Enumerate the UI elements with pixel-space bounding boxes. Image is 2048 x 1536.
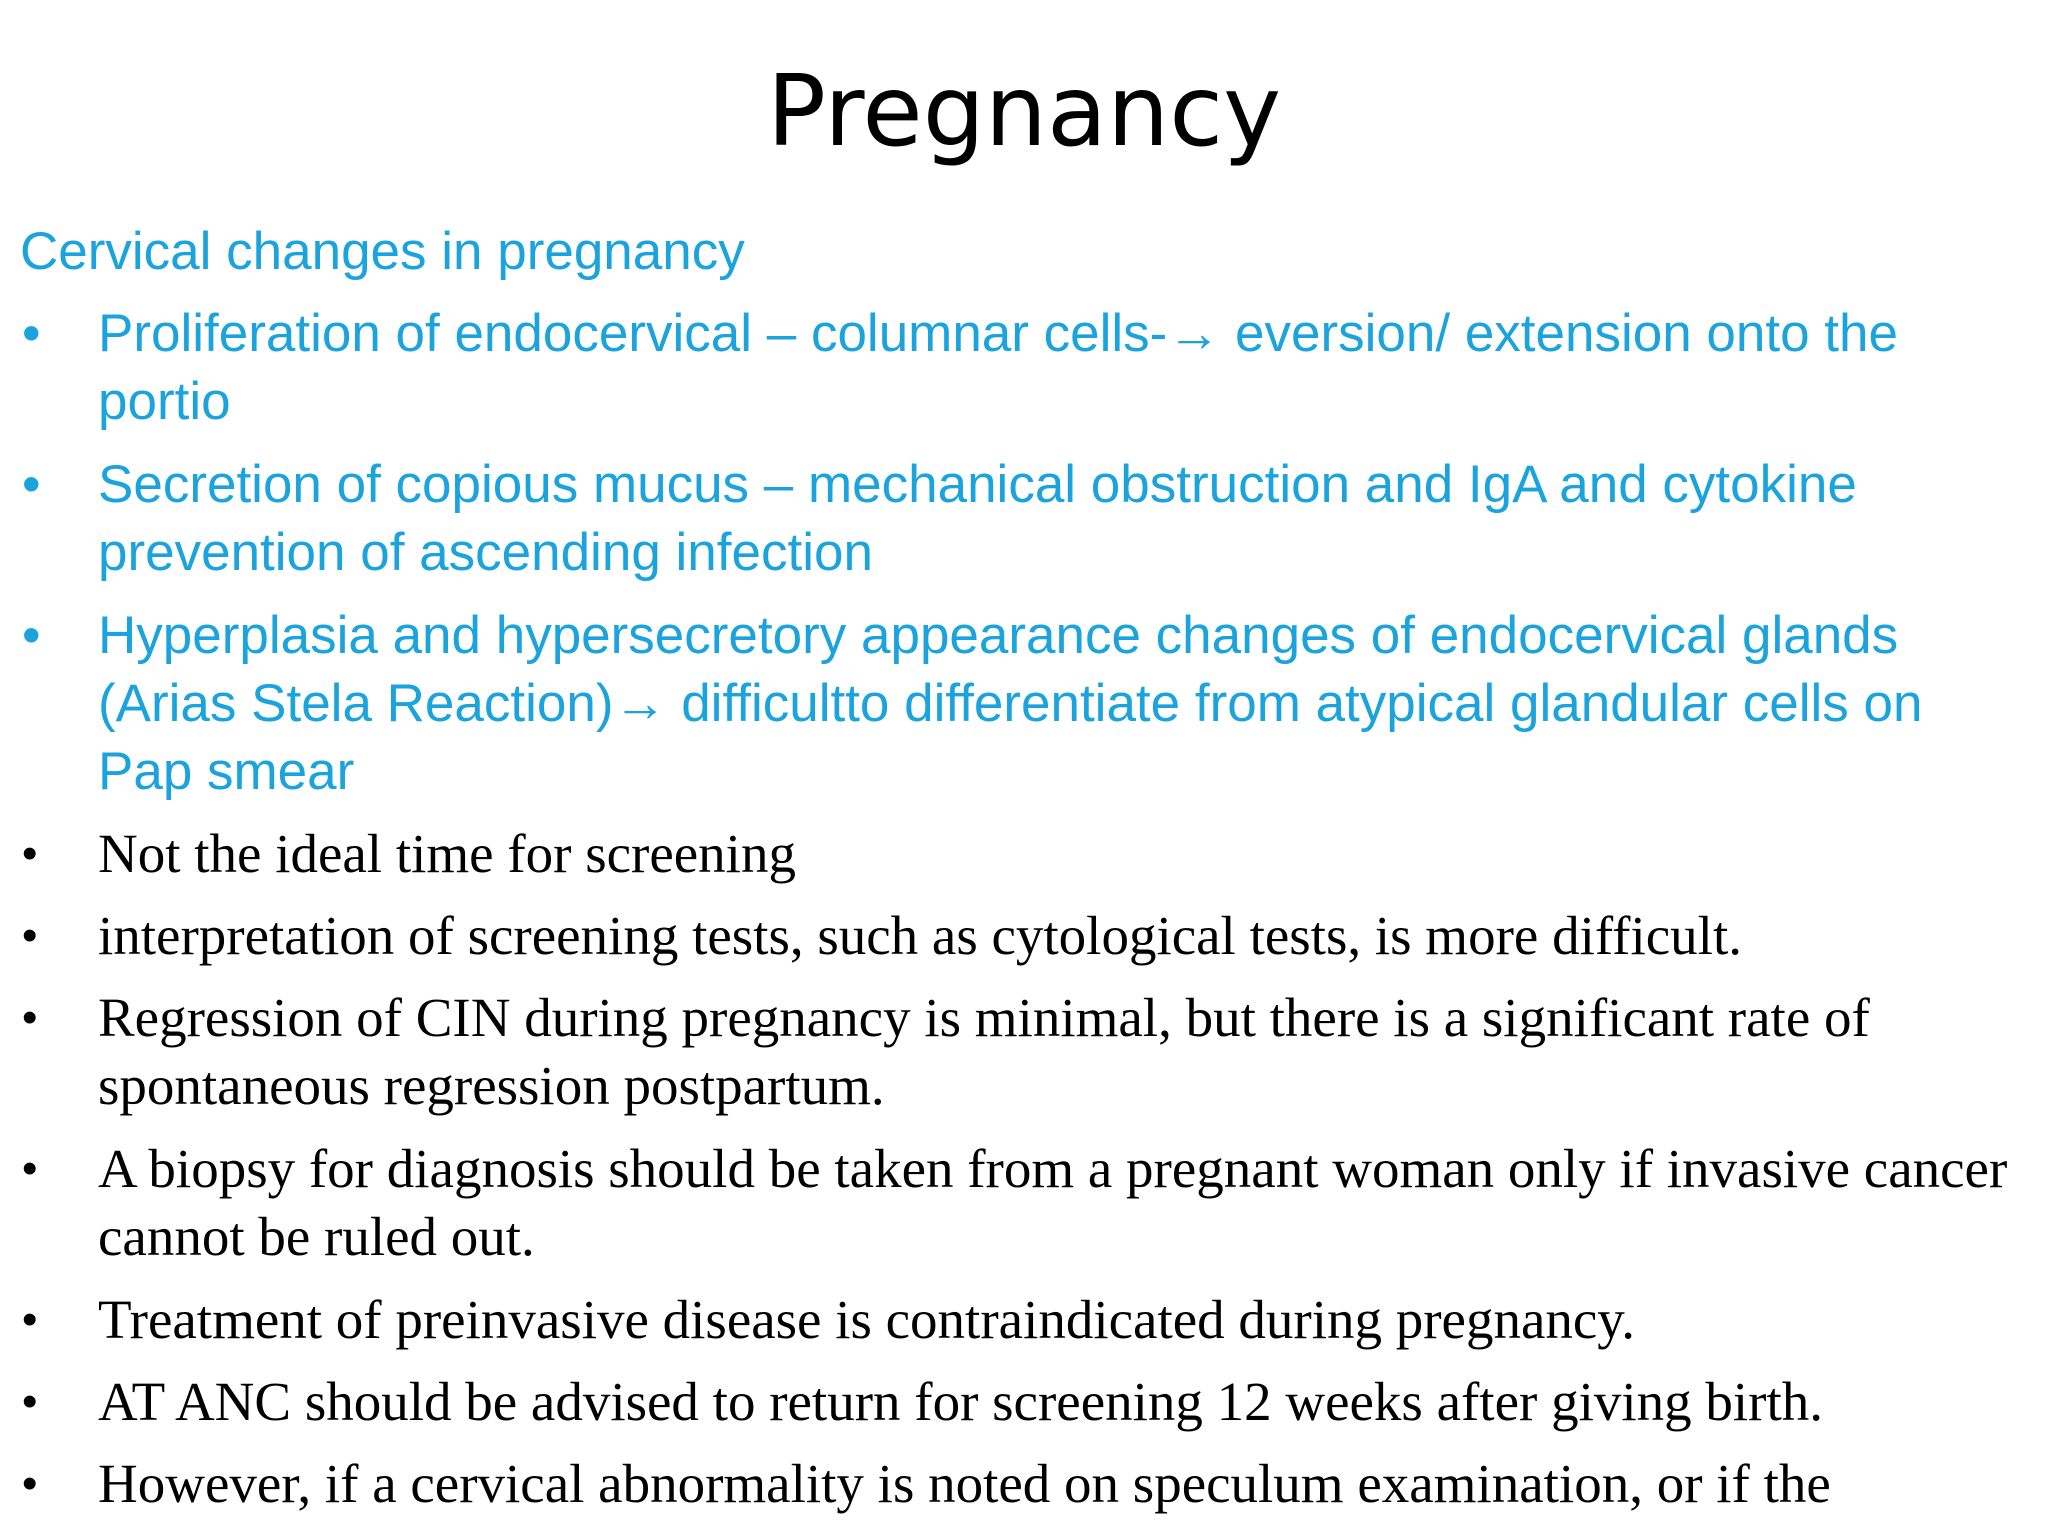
bullet-text: A biopsy for diagnosis should be taken from a pregnant woman only if invasive cancer cannot be ruled out. xyxy=(98,1138,2008,1267)
bullet-text: interpretation of screening tests, such as cytological tests, is more difficult. xyxy=(98,905,1742,966)
bullet-text: AT ANC should be advised to return for screening 12 weeks after giving birth. xyxy=(98,1371,1824,1432)
bullet-marker: • xyxy=(22,1377,38,1426)
bullet-marker: • xyxy=(22,993,38,1042)
bullet-text: Proliferation of endocervical – columnar cells-→ eversion/ extension onto the portio xyxy=(98,304,1898,431)
bullet-marker: • xyxy=(22,1295,38,1344)
bullet-text: Secretion of copious mucus – mechanical obstruction and IgA and cytokine prevention of ascending infection xyxy=(98,455,1857,582)
bullet-marker: • xyxy=(22,911,38,960)
bullet-text: Regression of CIN during pregnancy is minimal, but there is a significant rate of spontaneous regression postpartum. xyxy=(98,987,1870,1116)
bullet-text: Treatment of preinvasive disease is contraindicated during pregnancy. xyxy=(98,1289,1635,1350)
bullet-marker: • xyxy=(22,1144,38,1193)
section-heading: Cervical changes in pregnancy xyxy=(20,222,745,281)
bullet-text: Not the ideal time for screening xyxy=(98,823,796,884)
bullet-marker: • xyxy=(22,829,38,878)
bullet-text: Hyperplasia and hypersecretory appearance changes of endocervical glands (Arias Stela Reaction)→ difficultto differentiate from atypical glandular cells on Pap smear xyxy=(98,606,1923,801)
slide-title: Pregnancy xyxy=(766,55,1282,169)
bullet-marker: • xyxy=(22,606,41,665)
bullet-text: However, if a cervical abnormality is noted on speculum examination, or if the xyxy=(98,1453,1831,1514)
bullet-marker: • xyxy=(22,304,41,363)
bullet-marker: • xyxy=(22,455,41,514)
bullet-marker: • xyxy=(22,1459,38,1508)
